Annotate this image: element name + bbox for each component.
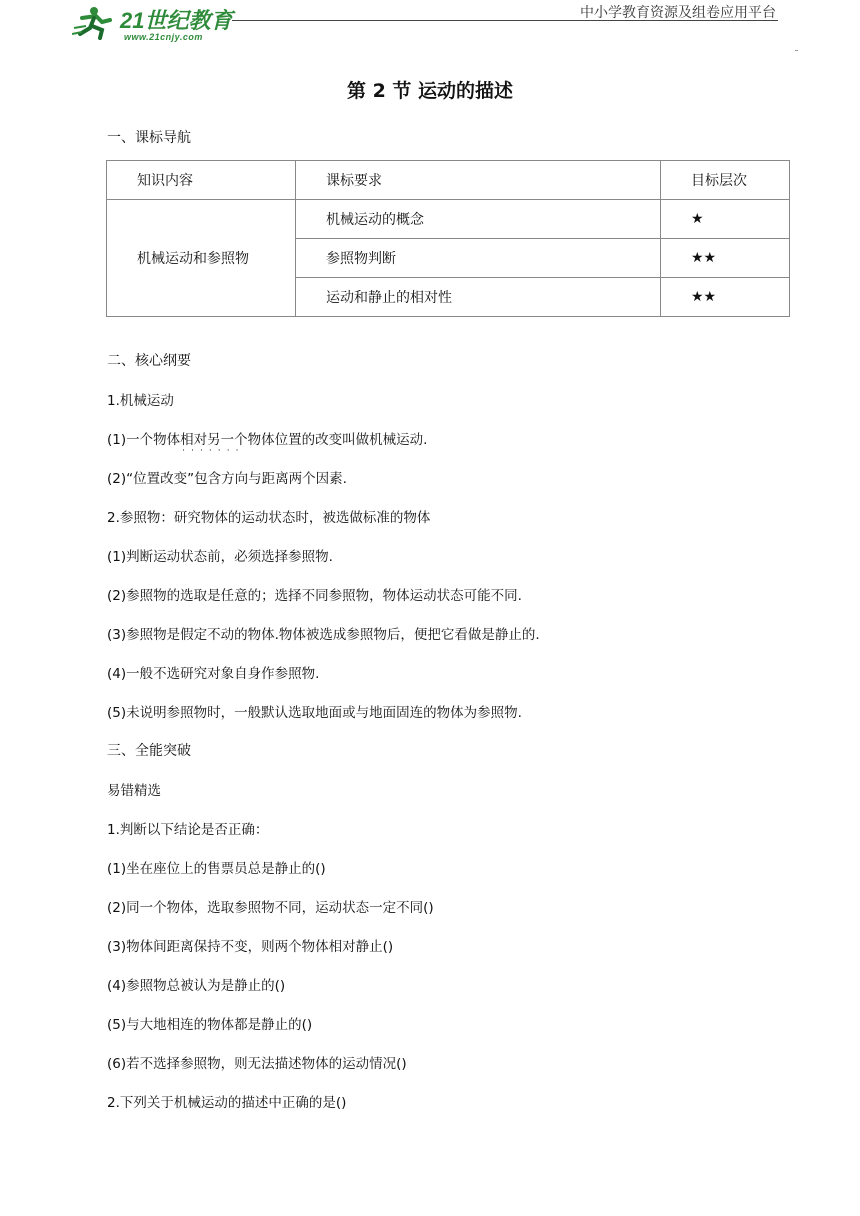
outline-line xyxy=(107,428,427,448)
section-heading-outline: 二、核心纲要 xyxy=(107,353,191,369)
outline-line: (2)“位置改变”包含方向与距离两个因素. xyxy=(107,471,347,487)
text-span: 位置的改变叫做机械运动. xyxy=(274,432,428,448)
section-heading-breakthrough: 三、全能突破 xyxy=(107,743,191,759)
question: 1.判断以下结论是否正确： xyxy=(107,822,269,838)
question-item: (4)参照物总被认为是静止的() xyxy=(107,978,286,994)
subheading: 易错精选 xyxy=(107,783,161,799)
outline-line: (1)判断运动状态前，必须选择参照物. xyxy=(107,549,333,565)
table-cell-level: ★ xyxy=(661,200,790,239)
table-cell-requirement: 参照物判断 xyxy=(296,239,661,278)
outline-item-title: 1.机械运动 xyxy=(107,393,174,409)
question-item: (6)若不选择参照物，则无法描述物体的运动情况() xyxy=(107,1056,407,1072)
table-cell-topic: 机械运动和参照物 xyxy=(107,200,296,317)
header-rule xyxy=(232,20,778,21)
emphasized-text: 相对另一个物体 · · · xyxy=(180,432,275,448)
text-span: (1)一个物体 xyxy=(107,432,181,448)
table-cell-level: ★★ xyxy=(661,278,790,317)
question-item: (1)坐在座位上的售票员总是静止的() xyxy=(107,861,326,877)
outline-line: (3)参照物是假定不动的物体.物体被选成参照物后，便把它看做是静止的. xyxy=(107,627,540,643)
outline-line: (5)未说明参照物时，一般默认选取地面或与地面固连的物体为参照物. xyxy=(107,705,522,721)
table-header-row xyxy=(107,161,790,200)
table-cell-requirement: 机械运动的概念 xyxy=(296,200,661,239)
table-header: 课标要求 xyxy=(296,161,661,200)
question-item: (5)与大地相连的物体都是静止的() xyxy=(107,1017,313,1033)
page-header xyxy=(0,0,860,60)
table-cell-level: ★★ xyxy=(661,239,790,278)
section-heading-standards: 一、课标导航 xyxy=(107,130,191,146)
question-item: (3)物体间距离保持不变，则两个物体相对静止() xyxy=(107,939,394,955)
table-row xyxy=(107,200,790,239)
outline-line: (2)参照物的选取是任意的；选择不同参照物，物体运动状态可能不同. xyxy=(107,588,522,604)
outline-line: (4)一般不选研究对象自身作参照物. xyxy=(107,666,320,682)
outline-item-title: 2.参照物：研究物体的运动状态时，被选做标准的物体 xyxy=(107,510,431,526)
corner-mark xyxy=(795,50,798,51)
logo-url: www.21cnjy.com xyxy=(124,32,203,42)
page-title: 第 2 节 运动的描述 xyxy=(346,80,514,102)
table-header: 知识内容 xyxy=(107,161,296,200)
logo-text: 21世纪教育 xyxy=(120,8,233,33)
table-cell-requirement: 运动和静止的相对性 xyxy=(296,278,661,317)
question-item: (2)同一个物体，选取参照物不同，运动状态一定不同() xyxy=(107,900,434,916)
logo xyxy=(72,4,272,44)
standards-table xyxy=(106,160,790,317)
platform-name: 中小学教育资源及组卷应用平台 xyxy=(580,5,776,21)
table-header: 目标层次 xyxy=(661,161,790,200)
question: 2.下列关于机械运动的描述中正确的是() xyxy=(107,1095,347,1111)
